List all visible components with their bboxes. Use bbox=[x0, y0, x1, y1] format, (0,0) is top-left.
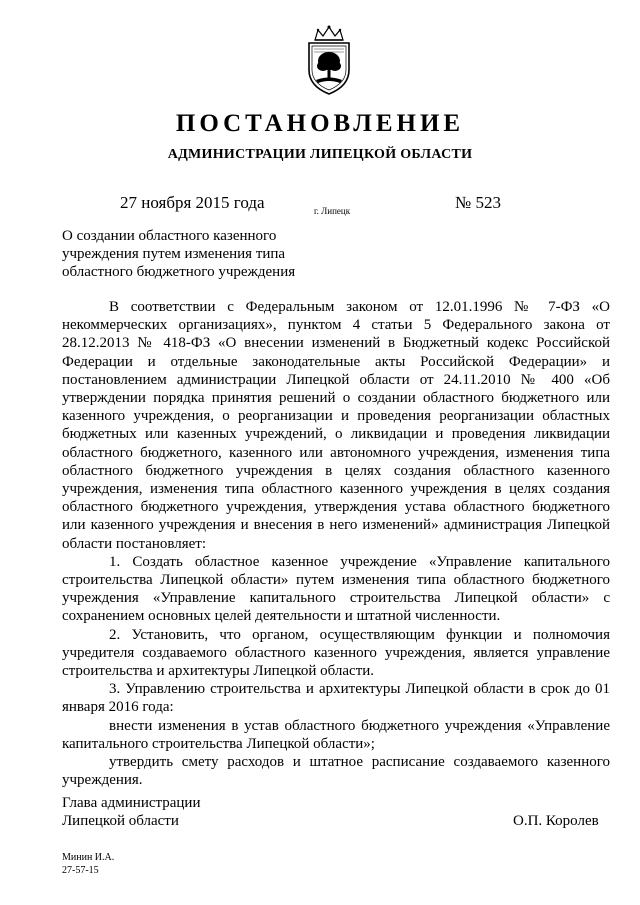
document-date: 27 ноября 2015 года bbox=[120, 193, 265, 212]
document-title: ПОСТАНОВЛЕНИЕ bbox=[175, 110, 465, 137]
clause-3-paragraph: 3. Управлению строительства и архитектуры Липецкой области в срок до 01 января 2016 года: bbox=[62, 681, 610, 716]
document-number: № 523 bbox=[455, 193, 501, 212]
clause-2-paragraph: 2. Установить, что органом, осуществляющим функции и полномочия учредителя создаваемого областного казенного учреждения, является управление строительства и архитектуры Липецкой области. bbox=[62, 626, 610, 680]
executor-name: Минин И.А. bbox=[62, 852, 115, 863]
signatory-position-line: Глава администрации bbox=[62, 795, 201, 811]
coat-of-arms-icon bbox=[299, 24, 359, 98]
clause-1-paragraph: 1. Создать областное казенное учреждение «Управление капитального строительства Липецкой области» путем изменения типа областного бюджетного учреждения «Управление капитального строительства Липецкой области» с сохранением основных целей деятельности и штатной численности. bbox=[62, 553, 610, 625]
signatory-name: О.П. Королев bbox=[513, 813, 599, 829]
document-city: г. Липецк bbox=[314, 206, 351, 216]
executor-info bbox=[62, 851, 114, 877]
document-subject bbox=[62, 227, 362, 281]
signatory-position bbox=[62, 794, 200, 830]
issuing-authority: АДМИНИСТРАЦИИ ЛИПЕЦКОЙ ОБЛАСТИ bbox=[167, 147, 473, 162]
clause-3-item-paragraph: утвердить смету расходов и штатное расписание создаваемого казенного учреждения. bbox=[62, 754, 610, 789]
subject-line: учреждения путем изменения типа bbox=[62, 246, 286, 262]
clause-3-item-paragraph: внести изменения в устав областного бюджетного учреждения «Управление капитального строительства Липецкой области»; bbox=[62, 717, 610, 752]
subject-line: областного бюджетного учреждения bbox=[62, 264, 296, 280]
subject-line: О создании областного казенного bbox=[62, 228, 277, 244]
signatory-position-line: Липецкой области bbox=[62, 813, 179, 829]
document-body bbox=[62, 298, 610, 789]
preamble-paragraph: В соответствии с Федеральным законом от 12.01.1996 № 7-ФЗ «О некоммерческих организациях», пунктом 4 статьи 5 Федерального закона от 28.12.2013 № 418-ФЗ «О внесении изменений в Бюджетный кодекс Российской Федерации и отдельные законодательные акты Российской Федерации» и постановлением администрации Липецкой области от 24.11.2010 № 400 «Об утверждении порядка принятия решений о создании областного бюджетного или казенного учреждения, о реорганизации и проведения реорганизации областных бюджетных или казенных учреждений, о ликвидации и проведения ликвидации областного бюджетного, казенного или автономного учреждения, изменения типа областного бюджетного учреждения в целях создания областного казенного учреждения, изменения типа областного казенного учреждения в целях создания областного бюджетного учреждения, утверждения устава областного бюджетного или казенного учреждения и внесения в него изменений» администрация Липецкой области постановляет: bbox=[62, 299, 610, 552]
executor-phone: 27-57-15 bbox=[62, 865, 99, 876]
